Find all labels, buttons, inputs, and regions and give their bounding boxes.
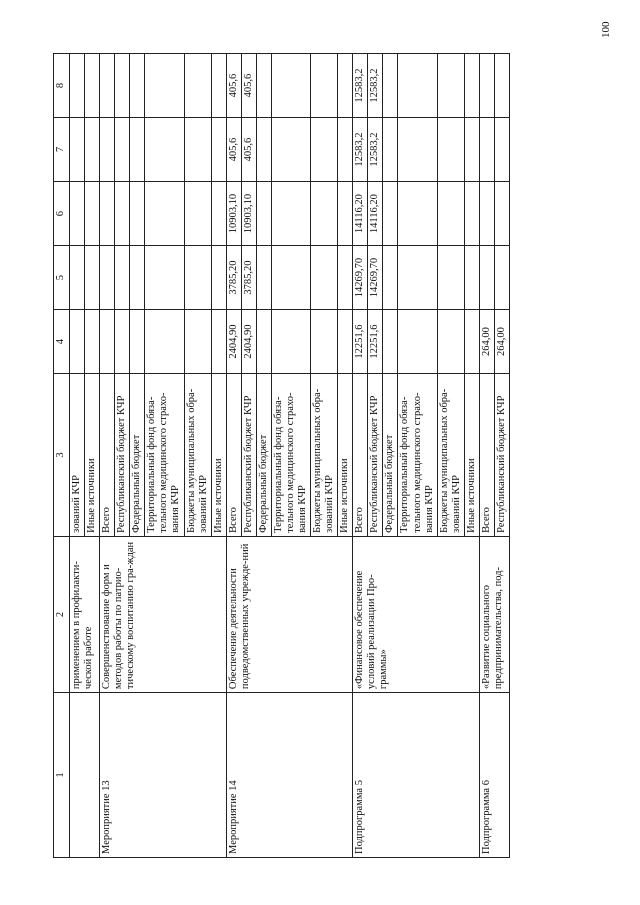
value-cell-4: 264,00: [494, 310, 509, 374]
value-cell-6: [145, 182, 184, 246]
value-cell-7: [383, 118, 398, 182]
value-cell-4: [464, 310, 479, 374]
value-cell-5: [184, 246, 211, 310]
value-cell-4: 12251,6: [353, 310, 368, 374]
value-cell-4: [398, 310, 437, 374]
value-cell-6: [311, 182, 338, 246]
value-cell-7: [494, 118, 509, 182]
funding-source: Республиканский бюджет КЧР: [494, 374, 509, 537]
value-cell-7: [85, 118, 100, 182]
value-cell-5: [271, 246, 310, 310]
value-cell-8: [115, 54, 130, 118]
funding-source: Федеральный бюджет: [130, 374, 145, 537]
value-cell-4: [70, 310, 85, 374]
header-cell-6: 6: [54, 182, 70, 246]
value-cell-8: [70, 54, 85, 118]
value-cell-7: [479, 118, 494, 182]
value-cell-6: [211, 182, 226, 246]
value-cell-4: [437, 310, 464, 374]
program-label: Мероприятие 14: [226, 693, 353, 858]
funding-source: Всего: [353, 374, 368, 537]
value-cell-5: [145, 246, 184, 310]
value-cell-7: [130, 118, 145, 182]
value-cell-5: [70, 246, 85, 310]
value-cell-4: [115, 310, 130, 374]
value-cell-7: [145, 118, 184, 182]
value-cell-5: [311, 246, 338, 310]
value-cell-6: [464, 182, 479, 246]
value-cell-7: [464, 118, 479, 182]
funding-source: Федеральный бюджет: [383, 374, 398, 537]
value-cell-7: [437, 118, 464, 182]
value-cell-5: [115, 246, 130, 310]
value-cell-6: [383, 182, 398, 246]
table-row: [353, 54, 368, 858]
header-cell-7: 7: [54, 118, 70, 182]
value-cell-6: [130, 182, 145, 246]
funding-source: Бюджеты муниципальных обра-зований КЧР: [437, 374, 464, 537]
header-cell-3: 3: [54, 374, 70, 537]
value-cell-5: [256, 246, 271, 310]
value-cell-4: [311, 310, 338, 374]
value-cell-6: [256, 182, 271, 246]
value-cell-8: [271, 54, 310, 118]
value-cell-7: 405,6: [241, 118, 256, 182]
header-cell-1: 1: [54, 693, 70, 858]
value-cell-8: [494, 54, 509, 118]
value-cell-7: [211, 118, 226, 182]
funding-source: Всего: [479, 374, 494, 537]
value-cell-6: [184, 182, 211, 246]
table-row: [226, 54, 241, 858]
funding-source: Республиканский бюджет КЧР: [368, 374, 383, 537]
value-cell-8: [398, 54, 437, 118]
value-cell-8: [437, 54, 464, 118]
rotated-table-wrapper: [53, 53, 585, 858]
value-cell-6: 10903,10: [226, 182, 241, 246]
program-label: Подпрограмма 6: [479, 693, 509, 858]
table-row: [100, 54, 115, 858]
funding-source: Иные источники: [338, 374, 353, 537]
value-cell-5: [464, 246, 479, 310]
value-cell-4: [130, 310, 145, 374]
value-cell-5: [130, 246, 145, 310]
value-cell-5: 14269,70: [353, 246, 368, 310]
funding-source: Бюджеты муниципальных обра-зований КЧР: [184, 374, 211, 537]
funding-source: Территориальный фонд обяза-тельного медицинского страхо-вания КЧР: [271, 374, 310, 537]
value-cell-4: [338, 310, 353, 374]
funding-source: Республиканский бюджет КЧР: [241, 374, 256, 537]
value-cell-6: [398, 182, 437, 246]
program-name: применением в профилакти-ческой работе: [70, 536, 100, 692]
value-cell-4: 2404,90: [241, 310, 256, 374]
funding-source: зований КЧР: [70, 374, 85, 537]
value-cell-7: [184, 118, 211, 182]
value-cell-5: [211, 246, 226, 310]
value-cell-7: [256, 118, 271, 182]
value-cell-8: [479, 54, 494, 118]
value-cell-8: [256, 54, 271, 118]
value-cell-8: [184, 54, 211, 118]
value-cell-8: [100, 54, 115, 118]
value-cell-6: [494, 182, 509, 246]
value-cell-8: [85, 54, 100, 118]
value-cell-8: [338, 54, 353, 118]
value-cell-8: [311, 54, 338, 118]
table-body: [54, 54, 510, 858]
funding-source: Республиканский бюджет КЧР: [115, 374, 130, 537]
funding-source: Территориальный фонд обяза-тельного медицинского страхо-вания КЧР: [398, 374, 437, 537]
value-cell-5: [100, 246, 115, 310]
program-label: [70, 693, 100, 858]
value-cell-4: [256, 310, 271, 374]
page-number: 100: [600, 21, 612, 38]
value-cell-6: [115, 182, 130, 246]
header-cell-5: 5: [54, 246, 70, 310]
value-cell-8: [130, 54, 145, 118]
header-cell-8: 8: [54, 54, 70, 118]
value-cell-8: [211, 54, 226, 118]
value-cell-7: 12583,2: [353, 118, 368, 182]
value-cell-6: [70, 182, 85, 246]
value-cell-5: [398, 246, 437, 310]
value-cell-8: 405,6: [226, 54, 241, 118]
value-cell-7: [311, 118, 338, 182]
value-cell-6: [271, 182, 310, 246]
value-cell-5: 14269,70: [368, 246, 383, 310]
value-cell-4: 12251,6: [368, 310, 383, 374]
funding-source: Иные источники: [464, 374, 479, 537]
value-cell-4: 264,00: [479, 310, 494, 374]
value-cell-5: 3785,20: [226, 246, 241, 310]
header-row: [54, 54, 70, 858]
value-cell-5: [85, 246, 100, 310]
financing-table: [53, 53, 510, 858]
value-cell-5: [383, 246, 398, 310]
value-cell-7: [338, 118, 353, 182]
value-cell-5: [338, 246, 353, 310]
value-cell-7: [271, 118, 310, 182]
value-cell-6: [338, 182, 353, 246]
value-cell-4: 2404,90: [226, 310, 241, 374]
value-cell-4: [211, 310, 226, 374]
value-cell-5: 3785,20: [241, 246, 256, 310]
program-name: Совершенствование форм и методов работы по патрио-тическому воспитанию гра-ждан: [100, 536, 227, 692]
value-cell-6: [100, 182, 115, 246]
value-cell-4: [100, 310, 115, 374]
value-cell-8: 12583,2: [368, 54, 383, 118]
value-cell-8: 405,6: [241, 54, 256, 118]
value-cell-4: [383, 310, 398, 374]
value-cell-6: 14116,20: [368, 182, 383, 246]
value-cell-8: [383, 54, 398, 118]
header-cell-4: 4: [54, 310, 70, 374]
funding-source: Всего: [226, 374, 241, 537]
header-cell-2: 2: [54, 536, 70, 692]
program-label: Подпрограмма 5: [353, 693, 480, 858]
value-cell-4: [85, 310, 100, 374]
value-cell-6: [437, 182, 464, 246]
value-cell-8: 12583,2: [353, 54, 368, 118]
value-cell-4: [145, 310, 184, 374]
value-cell-6: 10903,10: [241, 182, 256, 246]
value-cell-5: [437, 246, 464, 310]
value-cell-7: [398, 118, 437, 182]
funding-source: Территориальный фонд обяза-тельного медицинского страхо-вания КЧР: [145, 374, 184, 537]
program-name: «Финансовое обеспечение условий реализации Про-граммы»: [353, 536, 480, 692]
value-cell-5: [479, 246, 494, 310]
funding-source: Иные источники: [211, 374, 226, 537]
value-cell-6: 14116,20: [353, 182, 368, 246]
funding-source: Федеральный бюджет: [256, 374, 271, 537]
table-row: [479, 54, 494, 858]
value-cell-7: [70, 118, 85, 182]
value-cell-4: [271, 310, 310, 374]
value-cell-4: [184, 310, 211, 374]
value-cell-7: 12583,2: [368, 118, 383, 182]
value-cell-6: [85, 182, 100, 246]
value-cell-8: [464, 54, 479, 118]
table-row: [70, 54, 85, 858]
value-cell-5: [494, 246, 509, 310]
funding-source: Всего: [100, 374, 115, 537]
value-cell-7: 405,6: [226, 118, 241, 182]
funding-source: Иные источники: [85, 374, 100, 537]
value-cell-7: [115, 118, 130, 182]
program-name: Обеспечение деятельности подведомственных учрежде-ний: [226, 536, 353, 692]
value-cell-6: [479, 182, 494, 246]
program-name: «Развитие социального предпринимательства, под-: [479, 536, 509, 692]
program-label: Мероприятие 13: [100, 693, 227, 858]
value-cell-7: [100, 118, 115, 182]
value-cell-8: [145, 54, 184, 118]
funding-source: Бюджеты муниципальных обра-зований КЧР: [311, 374, 338, 537]
